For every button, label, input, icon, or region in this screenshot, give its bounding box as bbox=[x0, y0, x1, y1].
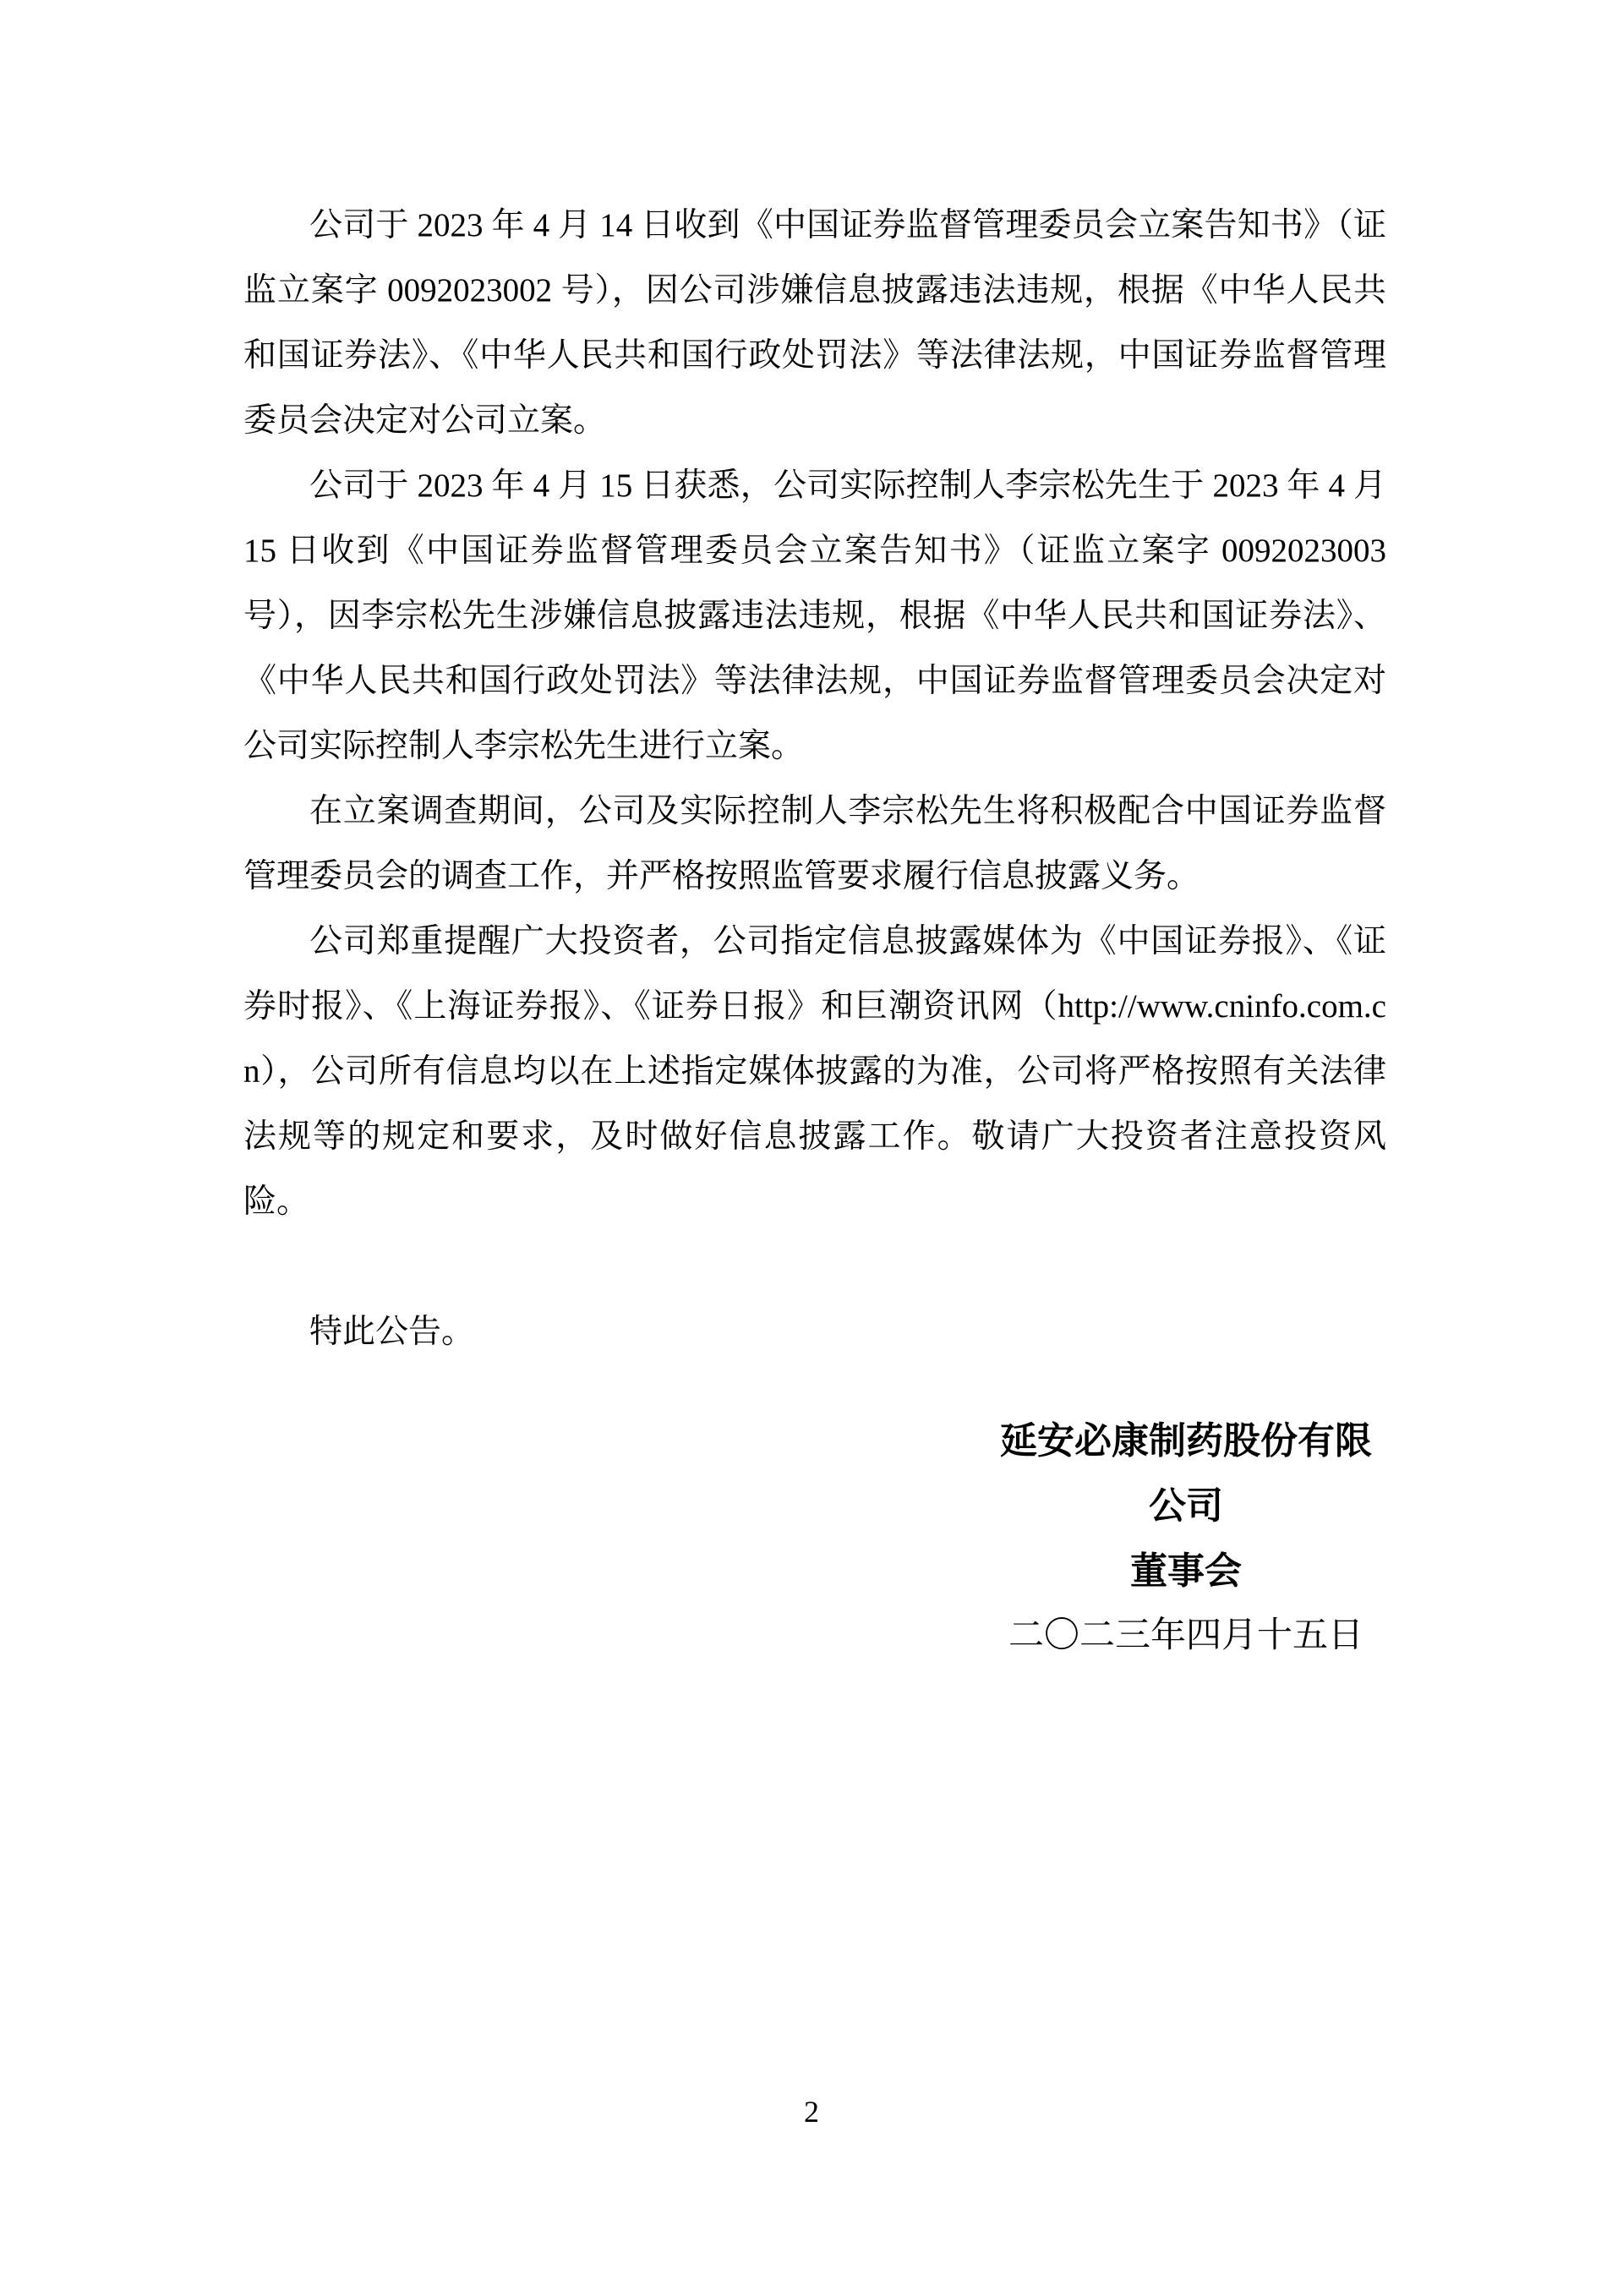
signature-block bbox=[983, 1408, 1389, 1669]
signature-date: 二〇二三年四月十五日 bbox=[1008, 1616, 1363, 1655]
paragraph-csrc-notice-company: 公司于 2023 年 4 月 14 日收到《中国证券监督管理委员会立案告知书》（证监立案字 0092023002 号），因公司涉嫌信息披露违法违规，根据《中华人民共和国证券法》、《中华人民共和国行政处罚法》等法律法规，中国证券监督管理委员会决定对公司立案。 bbox=[243, 207, 1386, 439]
signature-board-of-directors: 董事会 bbox=[1130, 1550, 1242, 1592]
signature-company-name: 延安必康制药股份有限公司 bbox=[1000, 1420, 1372, 1527]
paragraph-cooperation-statement: 在立案调查期间，公司及实际控制人李宗松先生将积极配合中国证券监督管理委员会的调查工作，并严格按照监管要求履行信息披露义务。 bbox=[243, 793, 1386, 894]
paragraph-investor-reminder: 公司郑重提醒广大投资者，公司指定信息披露媒体为《中国证券报》、《证券时报》、《上海证券报》、《证券日报》和巨潮资讯网（http://www.cninfo.com.cn），公司所有信息均以在上述指定媒体披露的为准，公司将严格按照有关法律法规等的规定和要求，及时做好信息披露工作。敬请广大投资者注意投资风险。 bbox=[243, 923, 1386, 1220]
page-number: 2 bbox=[804, 2095, 819, 2129]
closing-announcement-line: 特此公告。 bbox=[309, 1314, 475, 1350]
document-body bbox=[243, 193, 1386, 1364]
paragraph-csrc-notice-controller: 公司于 2023 年 4 月 15 日获悉，公司实际控制人李宗松先生于 2023 年 4 月 15 日收到《中国证券监督管理委员会立案告知书》（证监立案字 0092023003 号），因李宗松先生涉嫌信息披露违法违规，根据《中华人民共和国证券法》、《中华人民共和国行政处罚法》等法律法规，中国证券监督管理委员会决定对公司实际控制人李宗松先生进行立案。 bbox=[243, 467, 1386, 764]
